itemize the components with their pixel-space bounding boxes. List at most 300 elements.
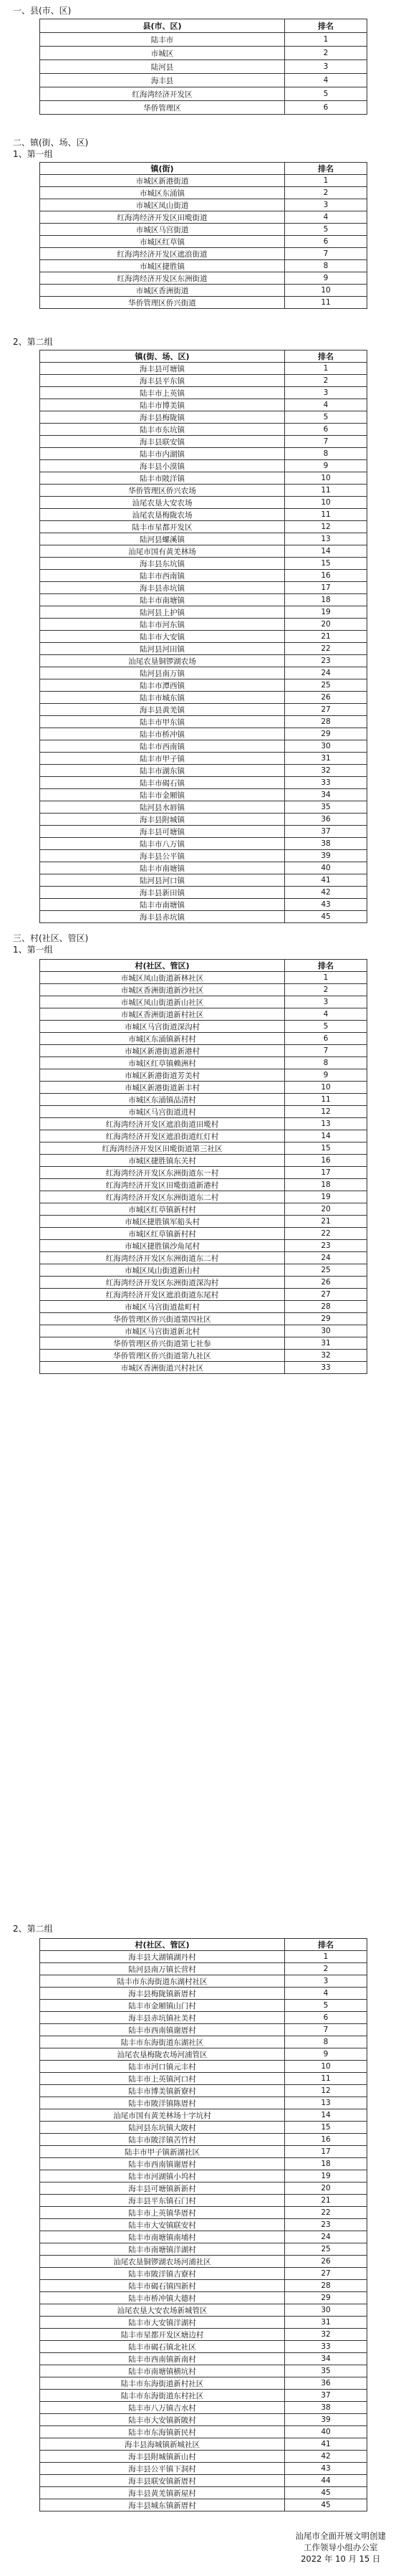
table-row (40, 765, 367, 777)
row-rank-cell: 30 (285, 1325, 367, 1337)
row-rank-cell: 1 (285, 1951, 367, 1963)
row-name-cell: 市城区香洲街道兴村社区 (40, 1362, 285, 1374)
row-name-cell: 海丰县可塘镇 (40, 363, 285, 375)
table-row (40, 862, 367, 874)
row-rank-cell: 24 (285, 1252, 367, 1264)
table-header-row (40, 350, 367, 363)
row-rank-cell: 3 (285, 60, 367, 74)
row-name-cell: 陆丰市东海街道新村社区 (40, 2377, 285, 2390)
table-row (40, 1130, 367, 1142)
table-row (40, 2097, 367, 2109)
table-row (40, 2463, 367, 2475)
row-name-cell: 华侨管理区侨兴农场 (40, 485, 285, 497)
table-row (40, 1069, 367, 1082)
table-row (40, 2061, 367, 2073)
table-row (40, 2012, 367, 2024)
row-name-cell: 陆丰市碣石镇 (40, 777, 285, 789)
table-row (40, 211, 367, 224)
table-row (40, 2170, 367, 2183)
row-name-cell: 陆丰市南塘镇 (40, 862, 285, 874)
table-row (40, 899, 367, 911)
row-rank-cell: 21 (285, 2195, 367, 2207)
table-row (40, 2207, 367, 2219)
row-name-cell: 陆河县河口镇 (40, 874, 285, 887)
row-rank-cell: 8 (285, 2036, 367, 2048)
row-rank-cell: 10 (285, 285, 367, 297)
table-row (40, 2122, 367, 2134)
table-row (40, 33, 367, 47)
table-row (40, 2256, 367, 2268)
row-name-cell: 汕尾市国有黄羌林场十字坑村 (40, 2109, 285, 2122)
row-rank-cell: 34 (285, 789, 367, 801)
table-row (40, 801, 367, 814)
column-header-name: 村(社区、管区) (40, 1939, 285, 1951)
row-rank-cell: 24 (285, 667, 367, 679)
row-name-cell: 市城区马宫街道深沟村 (40, 1021, 285, 1033)
table-row (40, 101, 367, 115)
row-rank-cell: 26 (285, 1277, 367, 1289)
row-name-cell: 陆丰市金厢镇 (40, 789, 285, 801)
row-name-cell: 市城区红草镇赖洲村 (40, 1057, 285, 1069)
row-name-cell: 陆丰市东海街道东村社区 (40, 2390, 285, 2402)
table-row (40, 1240, 367, 1252)
table-header-row (40, 163, 367, 175)
table-row (40, 87, 367, 101)
table-row (40, 2499, 367, 2511)
row-rank-cell: 3 (285, 199, 367, 211)
row-name-cell: 陆丰市大安镇联安村 (40, 2219, 285, 2231)
row-name-cell: 海丰县大湖镇湖丹村 (40, 1951, 285, 1963)
row-name-cell: 市城区马宫街道新北村 (40, 1325, 285, 1337)
row-name-cell: 陆丰市西南镇 (40, 740, 285, 753)
row-name-cell: 红海湾经济开发区 (40, 87, 285, 101)
row-name-cell: 红海湾经济开发区东洲街道东二村 (40, 1252, 285, 1264)
row-rank-cell: 34 (285, 2353, 367, 2365)
row-name-cell: 陆丰市桥冲镇大德村 (40, 2292, 285, 2304)
table-row (40, 911, 367, 923)
row-rank-cell: 18 (285, 2158, 367, 2170)
table-row (40, 1264, 367, 1277)
row-name-cell: 市城区香洲街道 (40, 285, 285, 297)
table-row (40, 814, 367, 826)
row-rank-cell: 10 (285, 2061, 367, 2073)
table-row (40, 1337, 367, 1350)
table-row (40, 1008, 367, 1021)
table-row (40, 472, 367, 485)
row-name-cell: 汕尾农垦梅陇农场河浦管区 (40, 2048, 285, 2061)
row-name-cell: 红海湾经济开发区遮浪街道田墘村 (40, 1118, 285, 1130)
row-name-cell: 陆丰市甲东镇 (40, 716, 285, 728)
row-rank-cell: 44 (285, 2475, 367, 2487)
row-rank-cell: 4 (285, 211, 367, 224)
table-header-row (40, 1939, 367, 1951)
table-row (40, 497, 367, 509)
row-name-cell: 汕尾农垦铜锣湖农场河浦社区 (40, 2256, 285, 2268)
row-name-cell: 海丰县附城镇 (40, 814, 285, 826)
row-rank-cell: 28 (285, 1301, 367, 1313)
row-rank-cell: 19 (285, 1191, 367, 1203)
row-name-cell: 陆丰市金厢镇山门村 (40, 2000, 285, 2012)
row-rank-cell: 31 (285, 753, 367, 765)
row-name-cell: 海丰县联安镇 (40, 436, 285, 448)
issuer-line-1: 汕尾市全面开展文明创建 (295, 2531, 386, 2541)
row-rank-cell: 42 (285, 887, 367, 899)
table-row (40, 545, 367, 558)
row-rank-cell: 14 (285, 1130, 367, 1142)
row-rank-cell: 38 (285, 838, 367, 850)
row-name-cell: 汕尾市国有黄羌林场 (40, 545, 285, 558)
table-row (40, 1203, 367, 1216)
row-rank-cell: 21 (285, 631, 367, 643)
row-name-cell: 海丰县公平镇 (40, 850, 285, 862)
town-group1-ranking-table (39, 162, 367, 309)
row-name-cell: 陆河县水唇镇 (40, 801, 285, 814)
column-header-rank: 排名 (285, 960, 367, 972)
row-name-cell: 市城区 (40, 47, 285, 60)
row-name-cell: 陆丰市八万镇 (40, 838, 285, 850)
column-header-name: 镇(街) (40, 163, 285, 175)
row-rank-cell: 25 (285, 2243, 367, 2256)
row-name-cell: 市城区东涌镇新村村 (40, 1033, 285, 1045)
table-row (40, 789, 367, 801)
row-rank-cell: 26 (285, 692, 367, 704)
table-header-row (40, 960, 367, 972)
column-header-rank: 排名 (285, 19, 367, 33)
row-rank-cell: 16 (285, 2134, 367, 2146)
row-rank-cell: 7 (285, 436, 367, 448)
row-name-cell: 市城区凤山街道新林社区 (40, 972, 285, 984)
row-rank-cell: 20 (285, 2183, 367, 2195)
row-name-cell: 市城区凤山街道 (40, 199, 285, 211)
table-row (40, 1216, 367, 1228)
row-rank-cell: 19 (285, 2170, 367, 2183)
row-name-cell: 陆丰市南塘镇横坑村 (40, 2365, 285, 2377)
row-name-cell: 陆丰市城东镇 (40, 692, 285, 704)
row-rank-cell: 40 (285, 862, 367, 874)
row-name-cell: 陆丰市潭西镇 (40, 679, 285, 692)
row-name-cell: 华侨管理区 (40, 101, 285, 115)
row-rank-cell: 9 (285, 1069, 367, 1082)
row-rank-cell: 16 (285, 570, 367, 582)
table-row (40, 570, 367, 582)
row-name-cell: 陆丰市陂洋镇吉寮村 (40, 2268, 285, 2280)
table-row (40, 1313, 367, 1325)
row-rank-cell: 5 (285, 224, 367, 236)
table-row (40, 175, 367, 187)
table-row (40, 74, 367, 87)
row-rank-cell: 14 (285, 2109, 367, 2122)
row-rank-cell: 1 (285, 363, 367, 375)
table-row (40, 619, 367, 631)
table-row (40, 874, 367, 887)
row-rank-cell: 17 (285, 582, 367, 594)
row-name-cell: 市城区凤山街道新山社区 (40, 996, 285, 1008)
row-rank-cell: 41 (285, 2438, 367, 2451)
table-row (40, 838, 367, 850)
row-name-cell: 陆丰市上英镇 (40, 387, 285, 399)
row-name-cell: 市城区新港街道 (40, 175, 285, 187)
row-rank-cell: 1 (285, 175, 367, 187)
row-rank-cell: 8 (285, 448, 367, 460)
village-group2-ranking-table (39, 1938, 367, 2511)
table-row (40, 2134, 367, 2146)
row-name-cell: 陆丰市内湖镇 (40, 448, 285, 460)
row-rank-cell: 27 (285, 1289, 367, 1301)
row-name-cell: 陆丰市陂洋镇苦竹村 (40, 2134, 285, 2146)
row-name-cell: 海丰县黄羌镇新屋村 (40, 2487, 285, 2499)
group-heading-village-1: 1、第一组 (13, 945, 53, 955)
table-row (40, 1057, 367, 1069)
table-row (40, 1033, 367, 1045)
table-row (40, 2451, 367, 2463)
row-rank-cell: 29 (285, 2292, 367, 2304)
row-name-cell: 华侨管理区侨兴街道第七社参 (40, 1337, 285, 1350)
row-rank-cell: 11 (285, 1094, 367, 1106)
table-row (40, 2365, 367, 2377)
row-rank-cell: 25 (285, 679, 367, 692)
row-name-cell: 红海湾经济开发区东洲街道东一村 (40, 1167, 285, 1179)
row-name-cell: 海丰县平东镇石门村 (40, 2195, 285, 2207)
row-rank-cell: 27 (285, 704, 367, 716)
row-name-cell: 红海湾经济开发区遮浪街道红灯村 (40, 1130, 285, 1142)
row-name-cell: 红海湾经济开发区遮浪街道东尾村 (40, 1289, 285, 1301)
table-row (40, 509, 367, 521)
row-name-cell: 陆丰市碣石镇四新村 (40, 2280, 285, 2292)
town-group2-ranking-table (39, 350, 367, 923)
row-rank-cell: 21 (285, 1216, 367, 1228)
row-name-cell: 海丰县海城镇新城社区 (40, 2438, 285, 2451)
row-rank-cell: 11 (285, 509, 367, 521)
row-rank-cell: 32 (285, 765, 367, 777)
row-name-cell: 陆河县河田镇 (40, 643, 285, 655)
row-rank-cell: 5 (285, 411, 367, 424)
section-heading-village: 三、村(社区、管区) (13, 933, 89, 943)
row-name-cell: 海丰县东坑镇 (40, 558, 285, 570)
row-rank-cell: 5 (285, 1021, 367, 1033)
row-rank-cell: 33 (285, 2341, 367, 2353)
table-row (40, 2219, 367, 2231)
row-rank-cell: 28 (285, 716, 367, 728)
table-row (40, 521, 367, 533)
row-rank-cell: 2 (285, 1963, 367, 1975)
county-ranking-table (39, 19, 367, 115)
row-name-cell: 市城区马宫街道盐町村 (40, 1301, 285, 1313)
column-header-rank: 排名 (285, 1939, 367, 1951)
row-rank-cell: 1 (285, 972, 367, 984)
table-row (40, 692, 367, 704)
row-rank-cell: 15 (285, 2122, 367, 2134)
table-row (40, 972, 367, 984)
row-name-cell: 市城区香洲街道新沙社区 (40, 984, 285, 996)
row-rank-cell: 7 (285, 2024, 367, 2036)
row-name-cell: 市城区红草镇 (40, 236, 285, 248)
row-rank-cell: 6 (285, 236, 367, 248)
row-name-cell: 陆丰市上英镇华厝村 (40, 2207, 285, 2219)
table-row (40, 1021, 367, 1033)
row-rank-cell: 23 (285, 655, 367, 667)
row-rank-cell: 7 (285, 1045, 367, 1057)
row-rank-cell: 43 (285, 899, 367, 911)
table-row (40, 285, 367, 297)
table-row (40, 777, 367, 789)
row-rank-cell: 45 (285, 911, 367, 923)
table-row (40, 1289, 367, 1301)
row-name-cell: 陆丰市湖东镇 (40, 765, 285, 777)
row-rank-cell: 6 (285, 1033, 367, 1045)
table-row (40, 375, 367, 387)
row-name-cell: 汕尾农垦梅陇农场 (40, 509, 285, 521)
row-rank-cell: 31 (285, 1337, 367, 1350)
row-rank-cell: 11 (285, 485, 367, 497)
row-rank-cell: 22 (285, 1228, 367, 1240)
row-rank-cell: 4 (285, 399, 367, 411)
table-row (40, 2036, 367, 2048)
row-name-cell: 市城区新港街道新丰村 (40, 1082, 285, 1094)
row-name-cell: 海丰县赤坑镇社美村 (40, 2012, 285, 2024)
table-row (40, 2048, 367, 2061)
row-rank-cell: 30 (285, 2304, 367, 2317)
row-rank-cell: 8 (285, 260, 367, 272)
row-rank-cell: 24 (285, 2231, 367, 2243)
row-rank-cell: 4 (285, 1988, 367, 2000)
row-rank-cell: 29 (285, 1313, 367, 1325)
row-name-cell: 陆丰市桥冲镇 (40, 728, 285, 740)
table-row (40, 436, 367, 448)
row-rank-cell: 33 (285, 1362, 367, 1374)
table-row (40, 1191, 367, 1203)
row-rank-cell: 37 (285, 826, 367, 838)
row-name-cell: 陆丰市南塘镇 (40, 899, 285, 911)
table-row (40, 260, 367, 272)
row-name-cell: 海丰县平东镇 (40, 375, 285, 387)
row-name-cell: 市城区新港街道新港村 (40, 1045, 285, 1057)
table-row (40, 606, 367, 619)
row-name-cell: 陆河县东坑镇大陂村 (40, 2122, 285, 2134)
row-rank-cell: 12 (285, 1106, 367, 1118)
row-name-cell: 陆丰市博美镇新寮村 (40, 2085, 285, 2097)
row-name-cell: 海丰县梅陇镇新厝村 (40, 1988, 285, 2000)
row-name-cell: 红海湾经济开发区遮浪街道 (40, 248, 285, 260)
table-row (40, 704, 367, 716)
table-row (40, 753, 367, 765)
row-name-cell: 海丰县 (40, 74, 285, 87)
table-row (40, 448, 367, 460)
table-row (40, 2000, 367, 2012)
row-name-cell: 汕尾农垦大安农场 (40, 497, 285, 509)
row-name-cell: 陆丰市陂洋镇陈厝村 (40, 2097, 285, 2109)
row-rank-cell: 43 (285, 2463, 367, 2475)
row-name-cell: 陆丰市西南镇 (40, 570, 285, 582)
row-rank-cell: 11 (285, 2073, 367, 2085)
row-name-cell: 陆河县南万镇长营村 (40, 1963, 285, 1975)
row-rank-cell: 2 (285, 187, 367, 199)
table-row (40, 716, 367, 728)
row-name-cell: 海丰县城东镇新厝村 (40, 2499, 285, 2511)
table-row (40, 2390, 367, 2402)
row-name-cell: 陆丰市东坑镇 (40, 424, 285, 436)
group-heading-town-1: 1、第一组 (13, 149, 53, 159)
row-rank-cell: 39 (285, 2414, 367, 2426)
table-row (40, 224, 367, 236)
table-row (40, 1252, 367, 1264)
row-rank-cell: 5 (285, 2000, 367, 2012)
row-name-cell: 陆丰市八万镇吉水村 (40, 2402, 285, 2414)
row-name-cell: 陆河县螺溪镇 (40, 533, 285, 545)
row-name-cell: 陆丰市星都开发区塘边村 (40, 2329, 285, 2341)
row-rank-cell: 32 (285, 1350, 367, 1362)
row-name-cell: 陆丰市东海镇新民村 (40, 2426, 285, 2438)
table-row (40, 2073, 367, 2085)
row-rank-cell: 10 (285, 497, 367, 509)
table-row (40, 2158, 367, 2170)
row-name-cell: 陆丰市河口镇元丰村 (40, 2061, 285, 2073)
issuer-line-2: 工作领导小组办公室 (304, 2542, 378, 2552)
table-row (40, 387, 367, 399)
table-row (40, 679, 367, 692)
row-name-cell: 市城区捷胜镇沙角尾村 (40, 1240, 285, 1252)
row-name-cell: 陆丰市东海街道东湖社区 (40, 2036, 285, 2048)
row-rank-cell: 1 (285, 33, 367, 47)
row-rank-cell: 31 (285, 2317, 367, 2329)
table-row (40, 2341, 367, 2353)
row-name-cell: 市城区捷胜镇军船头村 (40, 1216, 285, 1228)
table-row (40, 2487, 367, 2499)
table-row (40, 2024, 367, 2036)
table-row (40, 594, 367, 606)
row-rank-cell: 35 (285, 2365, 367, 2377)
table-row (40, 1350, 367, 1362)
table-row (40, 2268, 367, 2280)
row-name-cell: 海丰县赤坑镇 (40, 911, 285, 923)
table-row (40, 1094, 367, 1106)
row-rank-cell: 10 (285, 472, 367, 485)
row-name-cell: 红海湾经济开发区田墘街道新港村 (40, 1179, 285, 1191)
table-row (40, 485, 367, 497)
row-name-cell: 陆丰市大安镇洋湖村 (40, 2317, 285, 2329)
issue-date: 2022 年 10 月 15 日 (301, 2554, 381, 2564)
row-name-cell: 陆丰市碣石镇北社区 (40, 2341, 285, 2353)
column-header-rank: 排名 (285, 350, 367, 363)
row-rank-cell: 23 (285, 2219, 367, 2231)
row-name-cell: 市城区红草镇新村村 (40, 1228, 285, 1240)
table-row (40, 1301, 367, 1313)
table-row (40, 558, 367, 570)
row-rank-cell: 3 (285, 387, 367, 399)
table-row (40, 236, 367, 248)
row-name-cell: 陆丰市西南镇谢厝村 (40, 2024, 285, 2036)
table-row (40, 2426, 367, 2438)
row-rank-cell: 20 (285, 619, 367, 631)
row-name-cell: 海丰县黄羌镇 (40, 704, 285, 716)
table-row (40, 1951, 367, 1963)
row-name-cell: 汕尾农垦铜锣湖农场 (40, 655, 285, 667)
table-row (40, 1277, 367, 1289)
row-rank-cell: 12 (285, 521, 367, 533)
row-rank-cell: 35 (285, 801, 367, 814)
row-name-cell: 市城区凤山街道新山村 (40, 1264, 285, 1277)
row-rank-cell: 4 (285, 1008, 367, 1021)
row-name-cell: 红海湾经济开发区田墘街道第三社区 (40, 1142, 285, 1155)
village-group1-ranking-table (39, 959, 367, 1374)
row-name-cell: 海丰县附城镇新山村 (40, 2451, 285, 2463)
row-rank-cell: 37 (285, 2390, 367, 2402)
table-row (40, 1082, 367, 1094)
table-row (40, 187, 367, 199)
column-header-name: 村(社区、管区) (40, 960, 285, 972)
row-name-cell: 市城区马宫街道 (40, 224, 285, 236)
row-name-cell: 陆丰市南塘镇 (40, 594, 285, 606)
table-row (40, 2377, 367, 2390)
